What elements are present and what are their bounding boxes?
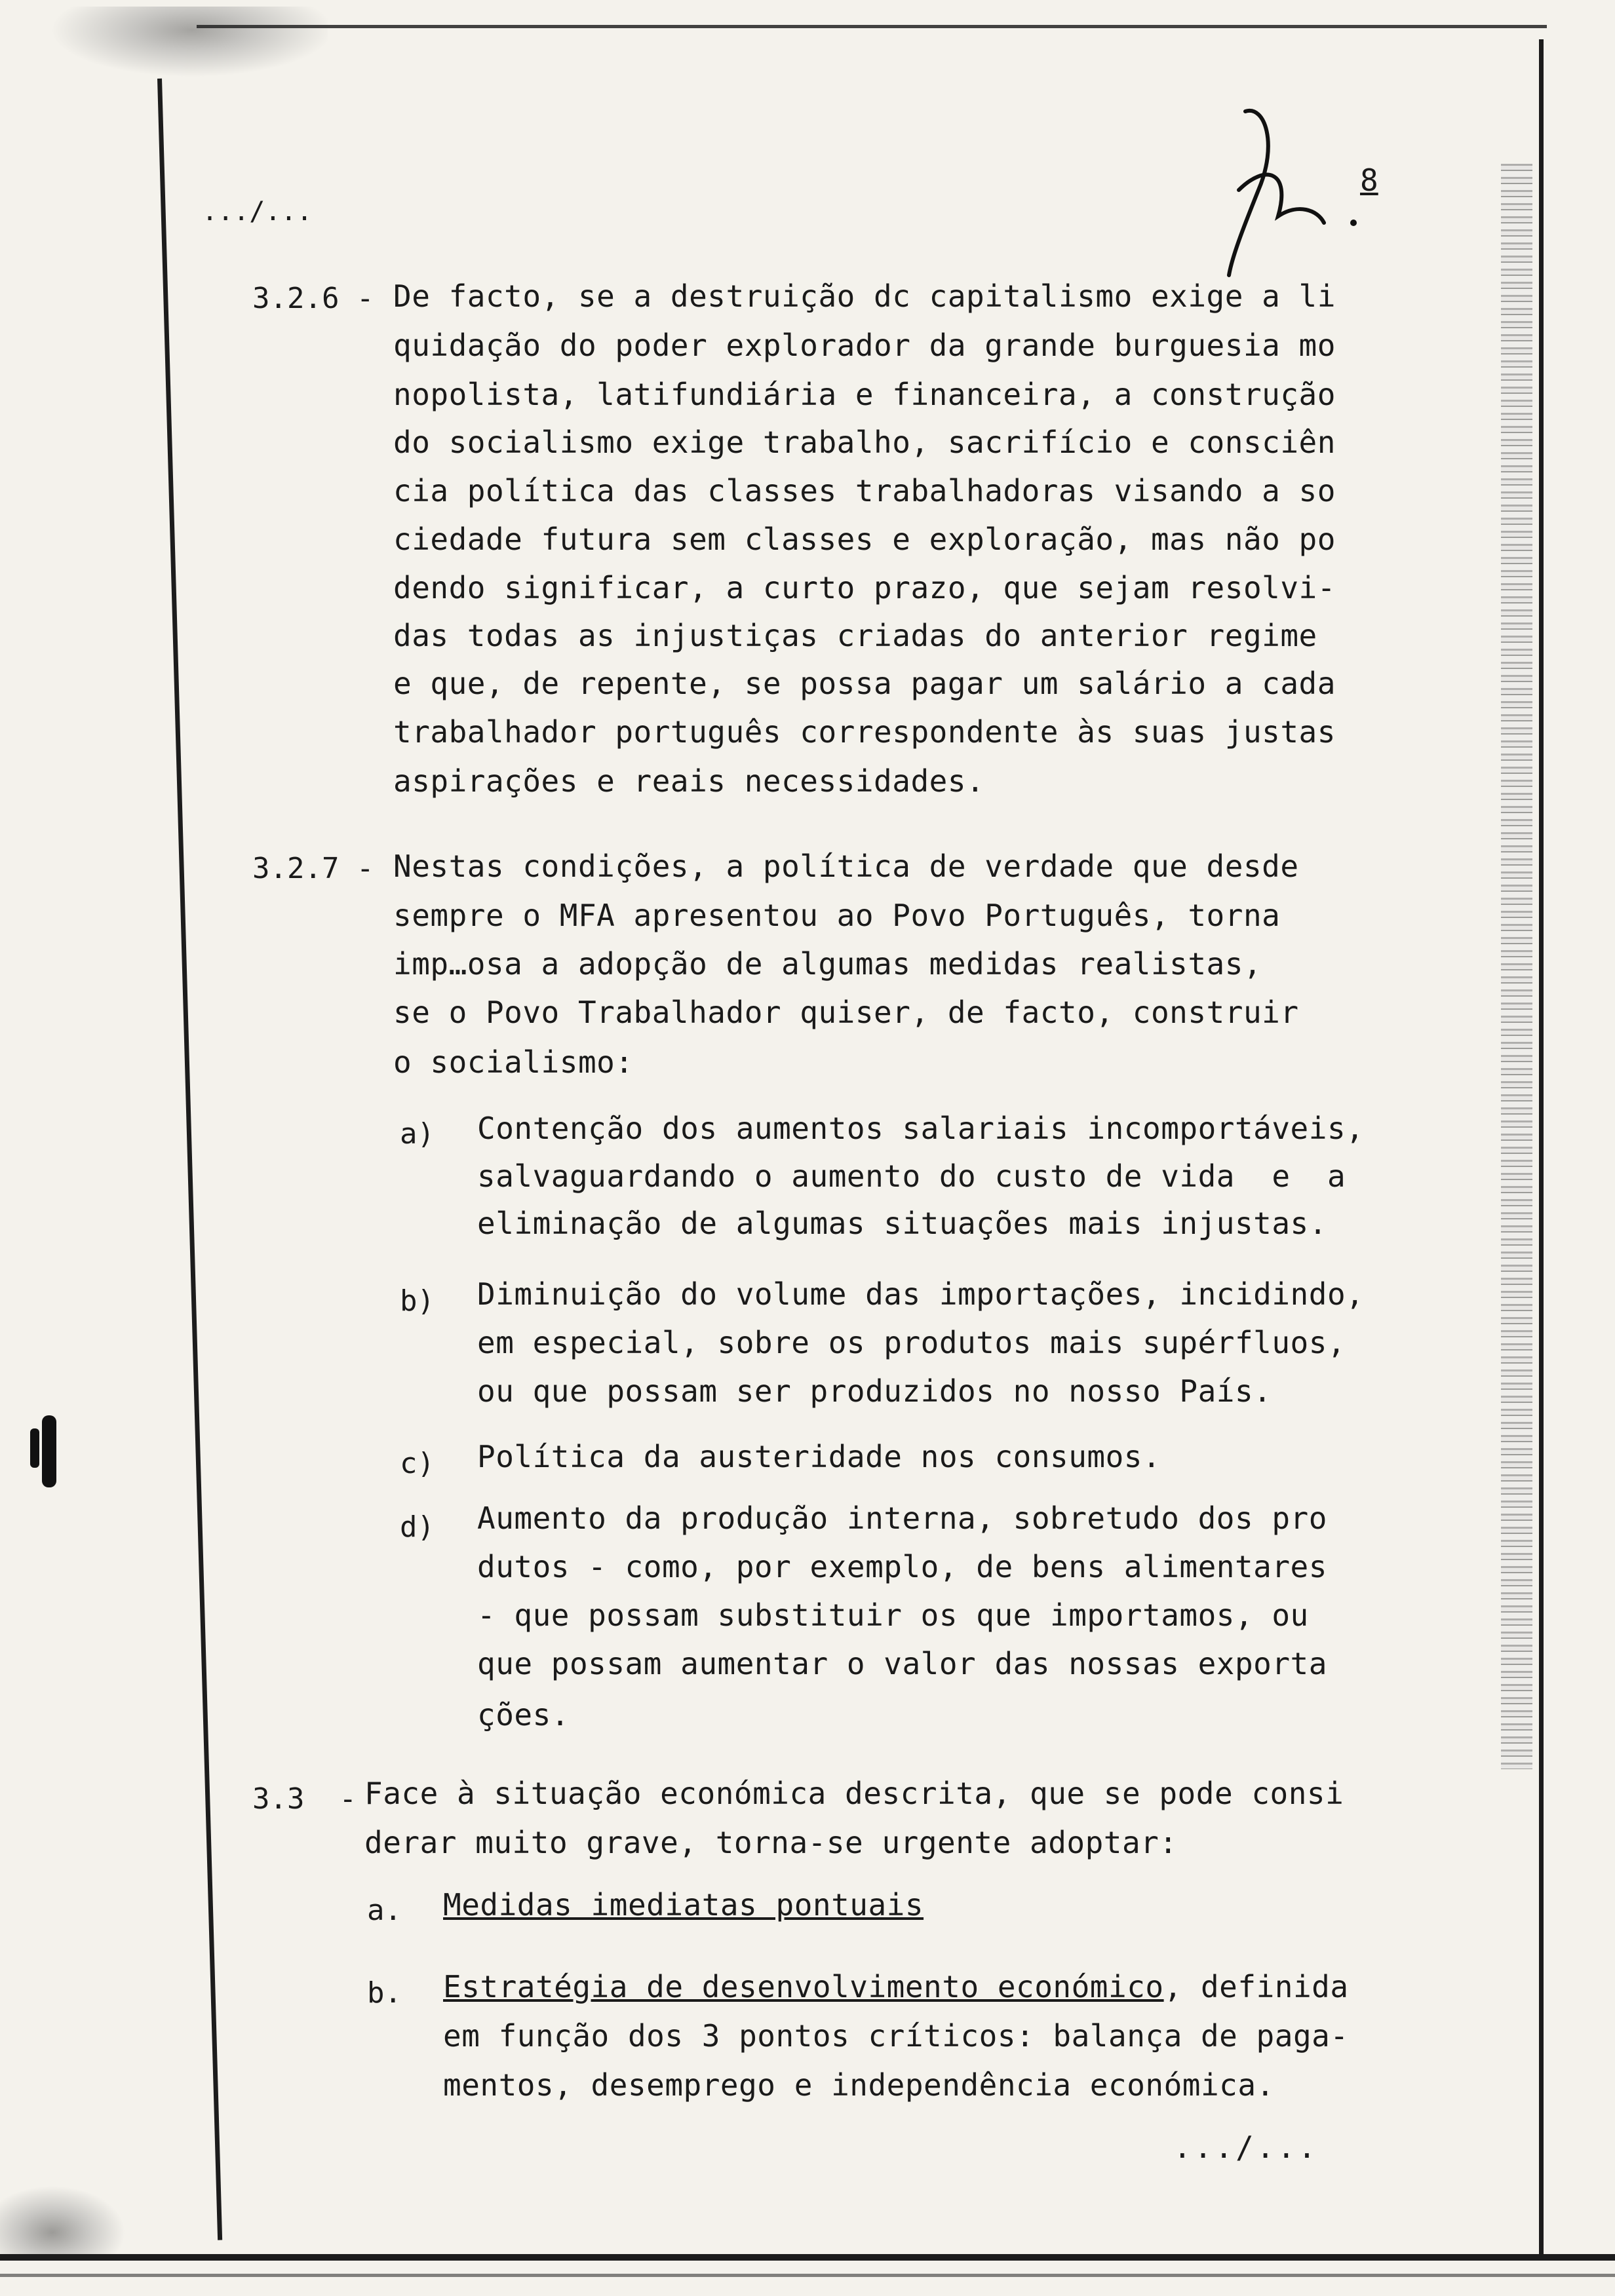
punch-hole-mark	[28, 1415, 60, 1494]
item-3-3-b-title: Estratégia de desenvolvimento económico	[443, 1969, 1164, 2004]
item-3-3-b-line-2: em função dos 3 pontos críticos: balança de paga-	[443, 2018, 1349, 2054]
scan-noise-right-edge	[1501, 164, 1532, 1769]
item-d-line-5: ções.	[477, 1697, 570, 1732]
scan-noise-bottom-left	[0, 2182, 131, 2254]
section-number-3-3: 3.3 -	[252, 1782, 357, 1816]
item-3-3-a-line-1	[443, 1887, 924, 1923]
section-number-3-2-6: 3.2.6 -	[252, 282, 374, 315]
s326-line-2: quidação do poder explorador da grande burguesia mo	[393, 328, 1336, 363]
scan-noise-top-left	[26, 7, 328, 85]
item-3-3-b-label: b.	[367, 1976, 402, 2010]
s326-line-10: trabalhador português correspondente às suas justas	[393, 714, 1336, 750]
continuation-marker-top: .../...	[202, 197, 313, 227]
item-d-line-1: Aumento da produção interna, sobretudo dos pro	[477, 1501, 1327, 1536]
s326-line-1: De facto, se a destruição dc capitalismo exige a li	[393, 278, 1336, 314]
s326-line-11: aspirações e reais necessidades.	[393, 763, 985, 799]
s326-line-7: dendo significar, a curto prazo, que sejam resolvi-	[393, 570, 1336, 605]
scan-border-top	[197, 25, 1547, 28]
s326-line-6: ciedade futura sem classes e exploração, mas não po	[393, 522, 1336, 557]
item-a-line-1: Contenção dos aumentos salariais incomportáveis,	[477, 1111, 1365, 1146]
continuation-marker-bottom: .../...	[1173, 2130, 1319, 2165]
s327-line-2: sempre o MFA apresentou ao Povo Português, torna	[393, 898, 1281, 933]
item-c-label: c)	[400, 1447, 435, 1480]
item-d-line-4: que possam aumentar o valor das nossas exporta	[477, 1646, 1327, 1681]
s327-line-5: o socialismo:	[393, 1044, 634, 1080]
item-b-line-2: em especial, sobre os produtos mais supérfluos,	[477, 1325, 1346, 1360]
scan-border-right	[1539, 39, 1544, 2261]
s326-line-4: do socialismo exige trabalho, sacrifício e consciên	[393, 425, 1336, 460]
handwritten-initials	[1167, 92, 1390, 288]
s33-line-1: Face à situação económica descrita, que se pode consi	[364, 1776, 1344, 1811]
scan-border-bottom-2	[0, 2274, 1615, 2277]
item-3-3-b-title-rest: , definida	[1163, 1969, 1349, 2004]
item-3-3-b-line-1	[443, 1969, 1349, 2004]
s33-line-2: derar muito grave, torna-se urgente adoptar:	[364, 1825, 1178, 1860]
item-a-line-3: eliminação de algumas situações mais injustas.	[477, 1206, 1327, 1241]
s327-line-3: imp…osa a adopção de algumas medidas realistas,	[393, 946, 1262, 982]
scan-border-bottom	[0, 2254, 1615, 2261]
s327-line-1: Nestas condições, a política de verdade que desde	[393, 849, 1299, 884]
page-number: 8	[1360, 163, 1378, 198]
item-b-line-1: Diminuição do volume das importações, incidindo,	[477, 1276, 1365, 1312]
item-a-label: a)	[400, 1117, 435, 1151]
item-3-3-a-label: a.	[367, 1894, 402, 1927]
s326-line-9: e que, de repente, se possa pagar um salário a cada	[393, 666, 1336, 701]
s326-line-5: cia política das classes trabalhadoras visando a so	[393, 473, 1336, 508]
item-3-3-a-title: Medidas imediatas pontuais	[443, 1887, 924, 1923]
item-c-line-1: Política da austeridade nos consumos.	[477, 1439, 1161, 1474]
section-number-3-2-7: 3.2.7 -	[252, 852, 374, 885]
item-a-line-2: salvaguardando o aumento do custo de vida e a	[477, 1158, 1346, 1194]
item-d-label: d)	[400, 1510, 435, 1544]
s326-line-8: das todas as injustiças criadas do anterior regime	[393, 618, 1317, 653]
s327-line-4: se o Povo Trabalhador quiser, de facto, construir	[393, 995, 1299, 1030]
item-d-line-2: dutos - como, por exemplo, de bens alimentares	[477, 1549, 1327, 1584]
item-b-line-3: ou que possam ser produzidos no nosso País.	[477, 1373, 1272, 1409]
s326-line-3: nopolista, latifundiária e financeira, a construção	[393, 377, 1336, 412]
item-d-line-3: - que possam substituir os que importamos, ou	[477, 1598, 1309, 1633]
item-3-3-b-line-3: mentos, desemprego e independência económica.	[443, 2067, 1275, 2103]
item-b-label: b)	[400, 1284, 435, 1318]
scan-border-left	[157, 79, 222, 2240]
